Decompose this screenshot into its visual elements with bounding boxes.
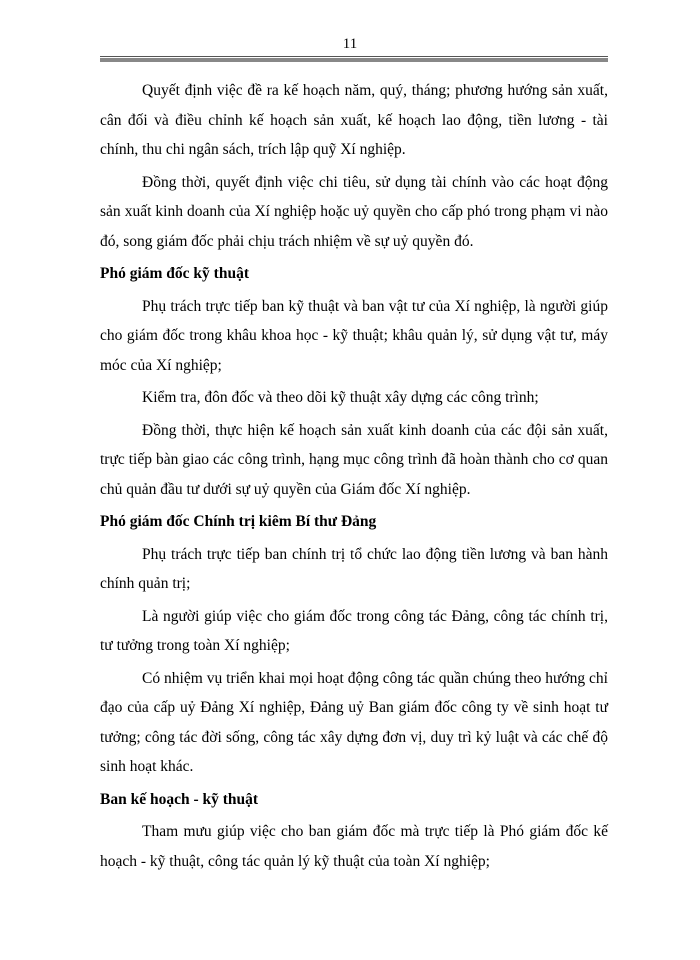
paragraph: Phụ trách trực tiếp ban kỹ thuật và ban vật tư của Xí nghiệp, là người giúp cho giám đốc trong khâu khoa học - kỹ thuật; khâu quản lý, sử dụng vật tư, máy móc của Xí nghiệp; — [100, 297, 608, 374]
document-body — [100, 76, 608, 879]
paragraph: Đồng thời, quyết định việc chi tiêu, sử dụng tài chính vào các hoạt động sản xuất kinh doanh của Xí nghiệp hoặc uỷ quyền cho cấp phó trong phạm vi nào đó, song giám đốc phải chịu trách nhiệm về sự uỷ quyền đó. — [100, 173, 608, 250]
paragraph: Quyết định việc đề ra kế hoạch năm, quý, tháng; phương hướng sản xuất, cân đối và điều chỉnh kế hoạch sản xuất, kế hoạch lao động, tiền lương - tài chính, thu chi ngân sách, trích lập quỹ Xí nghiệp. — [100, 82, 608, 158]
paragraph: Là người giúp việc cho giám đốc trong công tác Đảng, công tác chính trị, tư tưởng trong toàn Xí nghiệp; — [100, 607, 608, 654]
header-rule-thin — [100, 56, 608, 57]
paragraph: Có nhiệm vụ triển khai mọi hoạt động công tác quần chúng theo hướng chỉ đạo của cấp uỷ Đảng Xí nghiệp, Đảng uỷ Ban giám đốc công ty về sinh hoạt tư tưởng; công tác đời sống, công tác xây dựng đơn vị, duy trì kỷ luật và các chế độ sinh hoạt khác. — [100, 669, 608, 775]
page-number: 11 — [342, 36, 358, 52]
header-rule-thick — [100, 58, 608, 62]
paragraph: Phụ trách trực tiếp ban chính trị tổ chức lao động tiền lương và ban hành chính quản trị; — [100, 545, 608, 592]
paragraph: Tham mưu giúp việc cho ban giám đốc mà trực tiếp là Phó giám đốc kế hoạch - kỹ thuật, công tác quản lý kỹ thuật của toàn Xí nghiệp; — [100, 823, 608, 870]
paragraph: Đồng thời, thực hiện kế hoạch sản xuất kinh doanh của các đội sản xuất, trực tiếp bàn giao các công trình, hạng mục công trình đã hoàn thành cho cơ quan chủ quản đầu tư dưới sự uỷ quyền của Giám đốc Xí nghiệp. — [100, 421, 608, 498]
section-heading: Phó giám đốc Chính trị kiêm Bí thư Đảng — [100, 513, 377, 530]
section-heading: Phó giám đốc kỹ thuật — [100, 265, 249, 282]
section-heading: Ban kế hoạch - kỹ thuật — [100, 790, 259, 808]
paragraph: Kiểm tra, đôn đốc và theo dõi kỹ thuật xây dựng các công trình; — [142, 389, 539, 406]
